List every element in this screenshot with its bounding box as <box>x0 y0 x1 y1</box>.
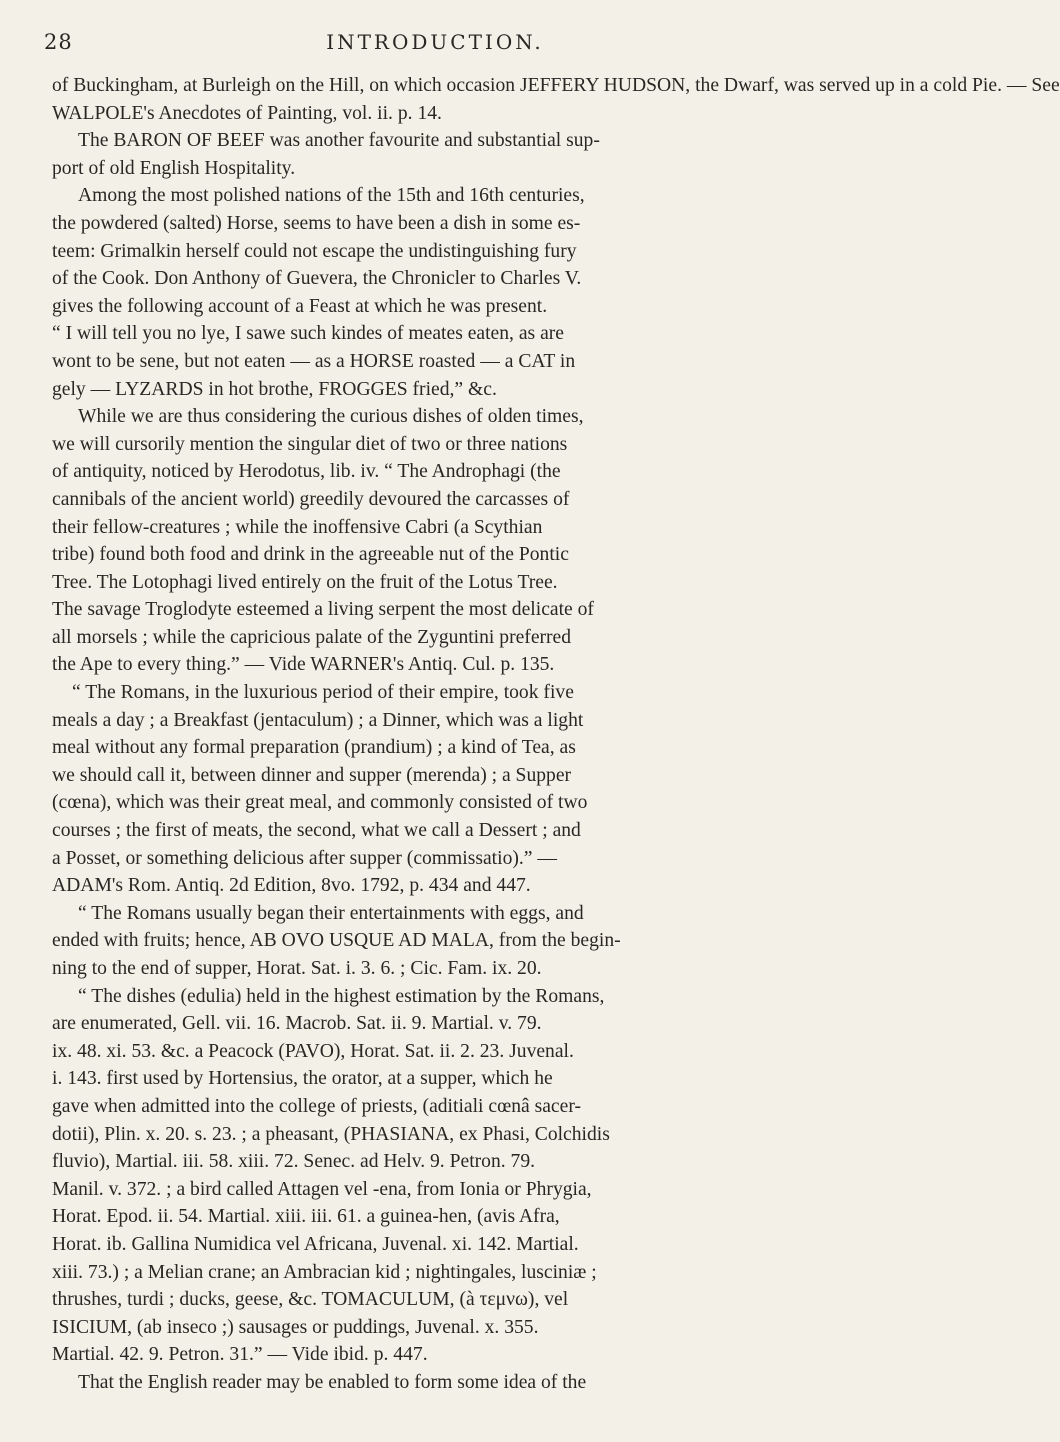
text-line: all morsels ; while the capricious palate of the Zyguntini preferred <box>52 626 572 648</box>
text-line: gave when admitted into the college of priests, (aditiali cœnâ sacer- <box>52 1095 581 1117</box>
text-line: thrushes, turdi ; ducks, geese, &c. TOMACULUM, (à τεμνω), vel <box>52 1289 569 1311</box>
text-line: tribe) found both food and drink in the agreeable nut of the Pontic <box>52 544 569 566</box>
text-line: are enumerated, Gell. vii. 16. Macrob. Sat. ii. 9. Martial. v. 79. <box>52 1013 542 1035</box>
text-line: The savage Troglodyte esteemed a living serpent the most delicate of <box>52 599 594 621</box>
text-line: (cœna), which was their great meal, and commonly consisted of two <box>52 792 588 814</box>
text-line: cannibals of the ancient world) greedily devoured the carcasses of <box>52 488 570 510</box>
text-line: fluvio), Martial. iii. 58. xiii. 72. Senec. ad Helv. 9. Petron. 79. <box>52 1151 536 1173</box>
page-number: 28 <box>44 30 73 54</box>
text-line: courses ; the first of meats, the second, what we call a Dessert ; and <box>52 820 581 842</box>
text-line: “ The Romans usually began their entertainments with eggs, and <box>78 902 584 924</box>
text-line: While we are thus considering the curious dishes of olden times, <box>78 406 584 428</box>
text-line: ix. 48. xi. 53. &c. a Peacock (PAVO), Horat. Sat. ii. 2. 23. Juvenal. <box>52 1040 574 1062</box>
text-line: we will cursorily mention the singular diet of two or three nations <box>52 433 568 455</box>
text-line: of the Cook. Don Anthony of Guevera, the Chronicler to Charles V. <box>52 268 582 290</box>
text-line: wont to be sene, but not eaten — as a HORSE roasted — a CAT in <box>52 350 576 372</box>
text-line: of antiquity, noticed by Herodotus, lib. iv. “ The Androphagi (the <box>52 461 561 483</box>
text-line: The BARON OF BEEF was another favourite and substantial sup- <box>78 130 600 152</box>
text-line: we should call it, between dinner and supper (merenda) ; a Supper <box>52 764 572 786</box>
text-line: ended with fruits; hence, AB OVO USQUE AD MALA, from the begin- <box>52 930 621 952</box>
text-line: Among the most polished nations of the 15th and 16th centuries, <box>78 185 585 207</box>
text-line: meal without any formal preparation (prandium) ; a kind of Tea, as <box>52 737 576 759</box>
text-line: Martial. 42. 9. Petron. 31.” — Vide ibid. p. 447. <box>52 1344 428 1366</box>
text-line: meals a day ; a Breakfast (jentaculum) ; a Dinner, which was a light <box>52 709 584 731</box>
page-header <box>0 30 800 70</box>
text-line: “ The dishes (edulia) held in the highest estimation by the Romans, <box>78 985 605 1007</box>
text-line: port of old English Hospitality. <box>52 157 296 179</box>
text-line: the powdered (salted) Horse, seems to have been a dish in some es- <box>52 212 581 234</box>
text-line: “ I will tell you no lye, I sawe such kindes of meates eaten, as are <box>52 323 564 345</box>
text-line: their fellow-creatures ; while the inoffensive Cabri (a Scythian <box>52 516 543 538</box>
text-line: Horat. Epod. ii. 54. Martial. xiii. iii. 61. a guinea-hen, (avis Afra, <box>52 1206 560 1228</box>
text-line: a Posset, or something delicious after supper (commissatio).” — <box>52 847 557 869</box>
text-line: i. 143. first used by Hortensius, the orator, at a supper, which he <box>52 1068 553 1090</box>
text-line: Tree. The Lotophagi lived entirely on the fruit of the Lotus Tree. <box>52 571 558 593</box>
text-line: gives the following account of a Feast at which he was present. <box>52 295 548 317</box>
text-line: Manil. v. 372. ; a bird called Attagen vel -ena, from Ionia or Phrygia, <box>52 1178 592 1200</box>
text-line: the Ape to every thing.” — Vide WARNER's Antiq. Cul. p. 135. <box>52 654 555 676</box>
text-line: ADAM's Rom. Antiq. 2d Edition, 8vo. 1792, p. 434 and 447. <box>52 875 531 897</box>
text-line: That the English reader may be enabled to form some idea of the <box>78 1371 587 1393</box>
text-line: teem: Grimalkin herself could not escape the undistinguishing fury <box>52 240 577 262</box>
body-text <box>52 72 1060 1397</box>
text-line: of Buckingham, at Burleigh on the Hill, on which occasion JEFFERY HUDSON, the Dwarf, was served up in a cold Pie. — See <box>52 75 1060 96</box>
text-line: xiii. 73.) ; a Melian crane; an Ambracian kid ; nightingales, lusciniæ ; <box>52 1261 597 1283</box>
text-line: dotii), Plin. x. 20. s. 23. ; a pheasant, (PHASIANA, ex Phasi, Colchidis <box>52 1123 610 1145</box>
text-line: WALPOLE's Anecdotes of Painting, vol. ii. p. 14. <box>52 102 442 124</box>
text-line: “ The Romans, in the luxurious period of their empire, took five <box>72 682 574 704</box>
text-line: ning to the end of supper, Horat. Sat. i. 3. 6. ; Cic. Fam. ix. 20. <box>52 958 542 979</box>
text-line: gely — LYZARDS in hot brothe, FROGGES fried,” &c. <box>52 378 497 400</box>
text-line: Horat. ib. Gallina Numidica vel Africana, Juvenal. xi. 142. Martial. <box>52 1233 579 1255</box>
running-head: INTRODUCTION. <box>326 30 544 54</box>
text-line: ISICIUM, (ab inseco ;) sausages or puddings, Juvenal. x. 355. <box>52 1316 539 1338</box>
